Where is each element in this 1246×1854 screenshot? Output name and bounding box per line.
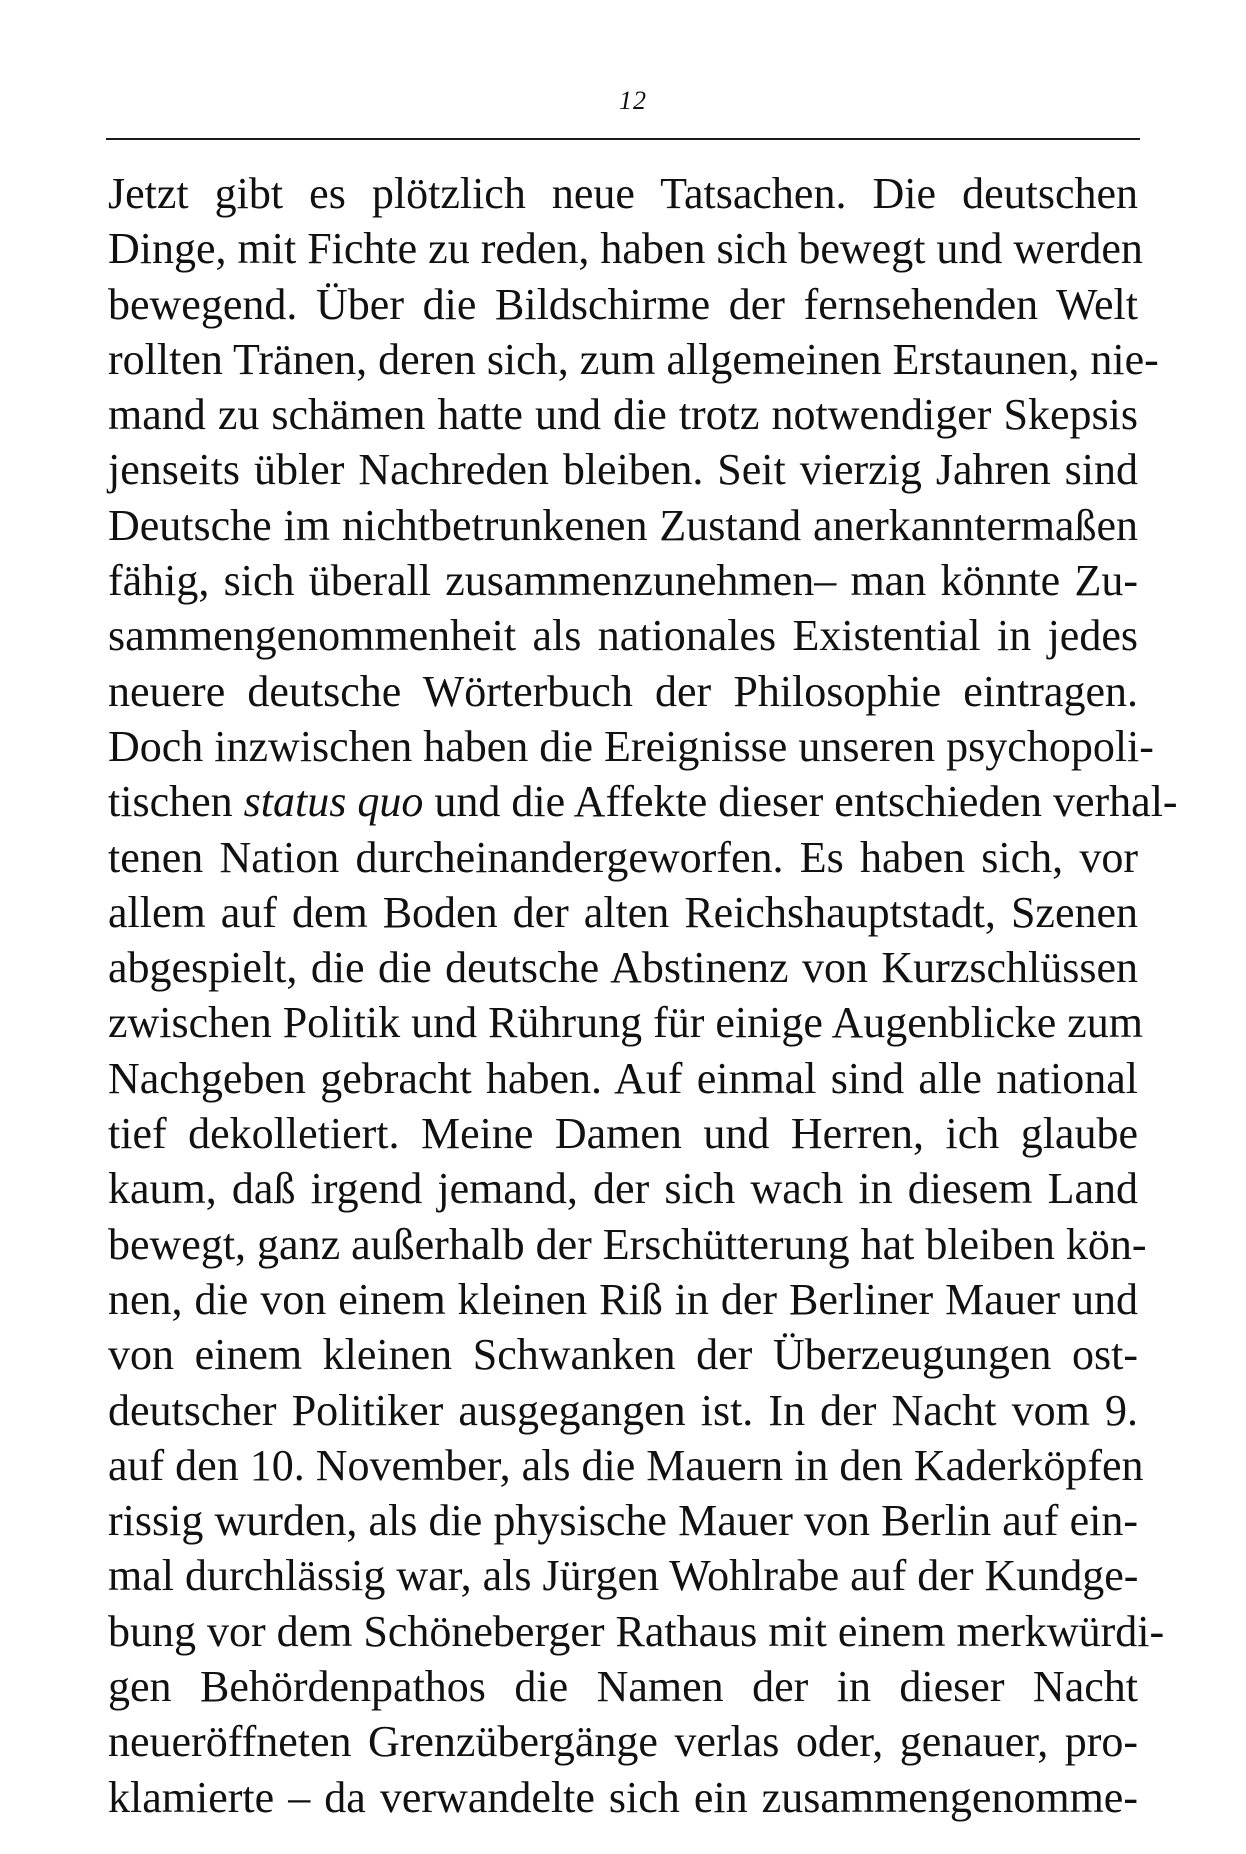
text-line: von einem kleinen Schwanken der Überzeugungen ost- (108, 1330, 1138, 1380)
text-line: Dinge, mit Fichte zu reden, haben sich bewegt und werden (108, 224, 1143, 274)
text-line: abgespielt, die die deutsche Abstinenz von Kurzschlüssen (108, 943, 1138, 993)
text-line: mal durchlässig war, als Jürgen Wohlrabe auf der Kundge- (108, 1551, 1139, 1601)
text-line: deutscher Politiker ausgegangen ist. In der Nacht vom 9. (108, 1385, 1138, 1435)
text-line: sammengenommenheit als nationales Existential in jedes (108, 611, 1138, 661)
page-number: 12 (619, 86, 647, 115)
text-line: allem auf dem Boden der alten Reichshauptstadt, Szenen (108, 887, 1138, 937)
text-line: bewegend. Über die Bildschirme der fernsehenden Welt (108, 279, 1138, 329)
text-line: neuere deutsche Wörterbuch der Philosophie eintragen. (108, 666, 1138, 716)
text-line: tief dekolletiert. Meine Damen und Herren, ich glaube (108, 1109, 1138, 1159)
text-line: jenseits übler Nachreden bleiben. Seit vierzig Jahren sind (108, 445, 1138, 495)
text-line: nen, die von einem kleinen Riß in der Berliner Mauer und (108, 1274, 1138, 1324)
text-line: Deutsche im nichtbetrunkenen Zustand anerkanntermaßen (108, 500, 1138, 550)
text-line: gen Behördenpathos die Namen der in dieser Nacht (108, 1662, 1138, 1712)
text-line: Nachgeben gebracht haben. Auf einmal sind alle national (108, 1053, 1138, 1103)
text-line: mand zu schämen hatte und die trotz notwendiger Skepsis (108, 390, 1138, 440)
text-line-with-italic (108, 774, 1178, 829)
text-line: tenen Nation durcheinandergeworfen. Es haben sich, vor (108, 832, 1138, 882)
text-line: Doch inzwischen haben die Ereignisse unseren psychopoli- (108, 721, 1154, 771)
text-line: bewegt, ganz außerhalb der Erschütterung hat bleiben kön- (108, 1219, 1147, 1269)
text-line: kaum, daß irgend jemand, der sich wach in diesem Land (108, 1164, 1138, 1214)
text-segment: tischen (108, 777, 244, 827)
text-line: auf den 10. November, als die Mauern in den Kaderköpfen (108, 1440, 1144, 1490)
italic-phrase: status quo (243, 777, 424, 827)
text-line: fähig, sich überall zusammenzunehmen– man könnte Zu- (108, 556, 1138, 606)
text-line: Jetzt gibt es plötzlich neue Tatsachen. Die deutschen (108, 169, 1138, 218)
text-line: rissig wurden, als die physische Mauer von Berlin auf ein- (108, 1496, 1138, 1546)
text-line: neueröffneten Grenzübergänge verlas oder, genauer, pro- (108, 1717, 1138, 1767)
text-line: rollten Tränen, deren sich, zum allgemeinen Erstaunen, nie- (108, 334, 1159, 384)
text-line: bung vor dem Schöneberger Rathaus mit einem merkwürdi- (108, 1606, 1165, 1656)
text-line: klamierte – da verwandelte sich ein zusammengenomme- (108, 1772, 1138, 1822)
body-text (108, 166, 1178, 1825)
text-line: zwischen Politik und Rührung für einige Augenblicke zum (108, 998, 1144, 1048)
text-segment: und die Affekte dieser entschieden verhal- (423, 777, 1178, 827)
header-rule (106, 138, 1140, 140)
